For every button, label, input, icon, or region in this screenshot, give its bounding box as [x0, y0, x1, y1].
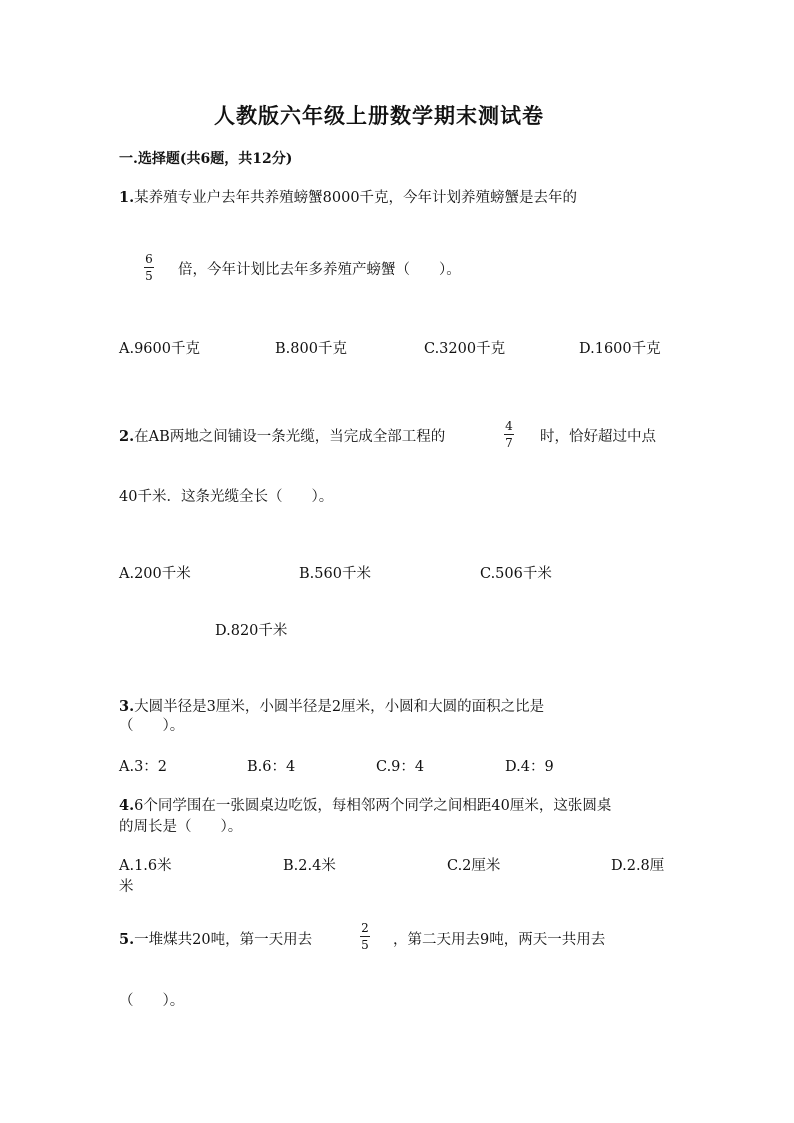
question-4-option-d[interactable]: D.2.8厘: [611, 858, 665, 874]
fraction-numerator: 2: [361, 921, 369, 935]
question-4-number: 4.: [119, 797, 135, 814]
question-2-line2: 40千米．这条光缆全长（ ）。: [119, 489, 334, 505]
question-2-option-a[interactable]: A.200千米: [119, 566, 191, 582]
fraction-denominator: 5: [361, 938, 369, 952]
question-4-line1: [119, 794, 611, 815]
fraction-bar: [360, 936, 370, 937]
question-5-text: 一堆煤共20吨，第一天用去: [134, 932, 313, 948]
question-3-option-a[interactable]: A.3：2: [119, 759, 168, 775]
question-2-option-c[interactable]: C.506千米: [480, 566, 552, 582]
question-4-option-d-wrap: 米: [119, 879, 134, 895]
question-2-fraction: [504, 420, 514, 449]
page-title: 人教版六年级上册数学期末测试卷: [214, 103, 544, 128]
question-5-number: 5.: [119, 931, 135, 948]
question-1-option-d[interactable]: D.1600千克: [579, 341, 661, 357]
question-3-option-d[interactable]: D.4：9: [505, 759, 554, 775]
fraction-denominator: 5: [145, 269, 153, 283]
fraction-denominator: 7: [505, 436, 513, 450]
question-5-text-cont: ，第二天用去9吨，两天一共用去: [393, 932, 606, 948]
question-1-line2: 倍，今年计划比去年多养殖产螃蟹（ ）。: [178, 262, 461, 278]
question-1-line1: [119, 186, 577, 207]
section-heading: 一.选择题(共6题，共12分): [119, 151, 293, 167]
question-2-line1: [119, 425, 445, 446]
fraction-numerator: 4: [505, 419, 513, 433]
question-5-line1: [119, 928, 312, 949]
question-5-fraction: [360, 922, 370, 951]
question-3-text: 大圆半径是3厘米，小圆半径是2厘米，小圆和大圆的面积之比是: [134, 699, 545, 715]
question-1-number: 1.: [119, 189, 135, 206]
question-4-option-b[interactable]: B.2.4米: [283, 858, 336, 874]
question-1-option-b[interactable]: B.800千克: [275, 341, 347, 357]
fraction-bar: [144, 267, 154, 268]
question-1-option-c[interactable]: C.3200千克: [424, 341, 506, 357]
question-4-option-c[interactable]: C.2厘米: [447, 858, 501, 874]
question-2-option-d[interactable]: D.820千米: [215, 623, 288, 639]
question-2-text: 在AB两地之间铺设一条光缆，当完成全部工程的: [134, 429, 446, 445]
question-1-fraction: [144, 253, 154, 282]
question-3-line1: [119, 695, 544, 716]
question-3-number: 3.: [119, 698, 135, 715]
question-4-option-a[interactable]: A.1.6米: [119, 858, 172, 874]
question-3-line2: （ ）。: [119, 718, 185, 734]
question-5-line2: （ ）。: [119, 993, 185, 1009]
question-2-text-cont: 时，恰好超过中点: [540, 429, 656, 445]
question-2-option-b[interactable]: B.560千米: [299, 566, 371, 582]
question-3-option-b[interactable]: B.6：4: [247, 759, 296, 775]
question-4-line2: 的周长是（ ）。: [119, 819, 243, 835]
fraction-bar: [504, 434, 514, 435]
question-4-text: 6个同学围在一张圆桌边吃饭，每相邻两个同学之间相距40厘米，这张圆桌: [134, 798, 612, 814]
fraction-numerator: 6: [145, 252, 153, 266]
question-3-option-c[interactable]: C.9：4: [376, 759, 425, 775]
question-1-option-a[interactable]: A.9600千克: [119, 341, 200, 357]
question-2-number: 2.: [119, 428, 135, 445]
question-1-text: 某养殖专业户去年共养殖螃蟹8000千克，今年计划养殖螃蟹是去年的: [134, 190, 578, 206]
